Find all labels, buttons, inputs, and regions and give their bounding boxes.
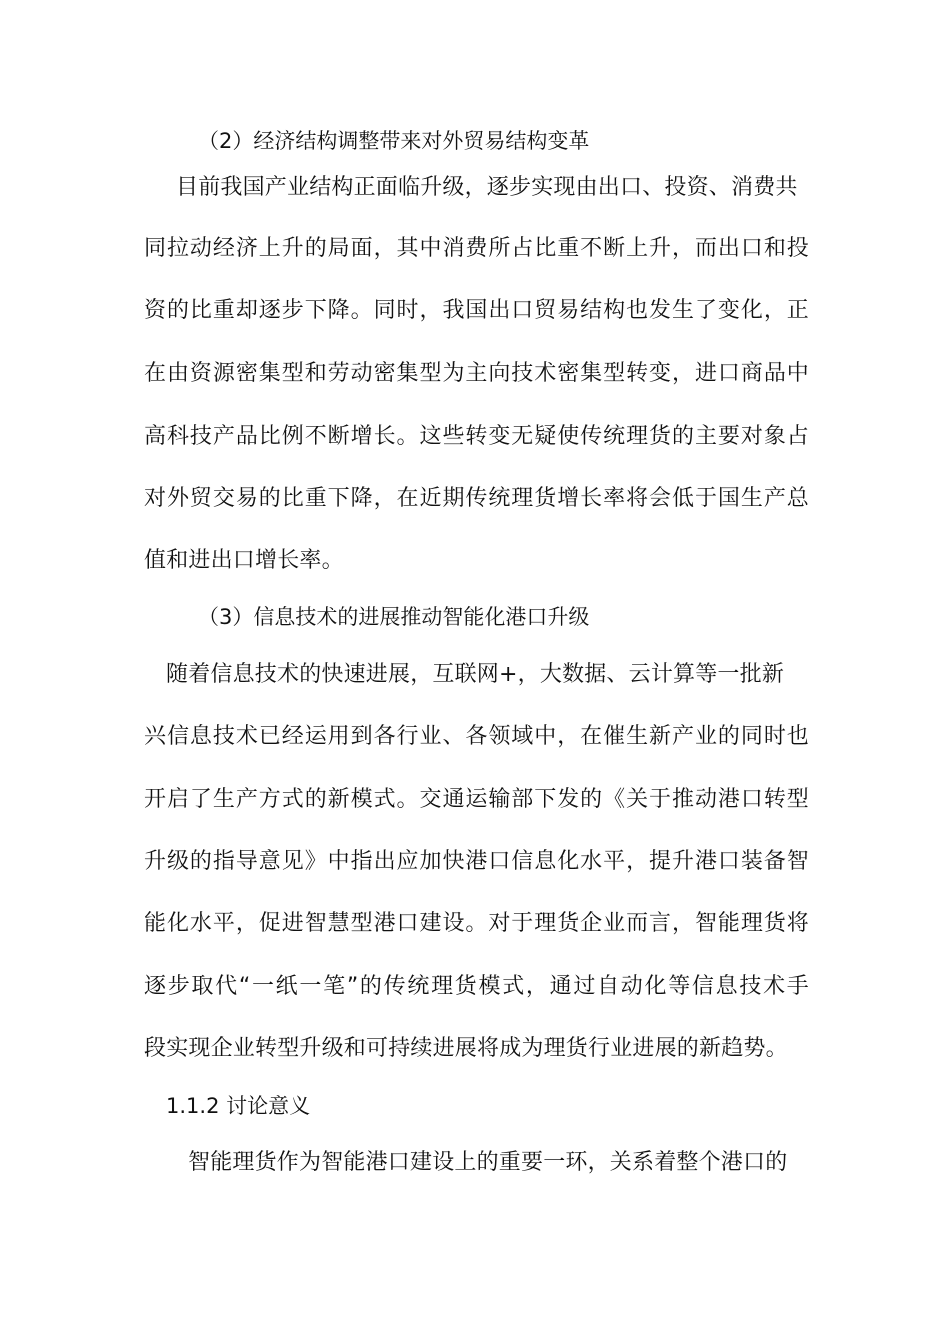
paragraph-line: 高科技产品比例不断增长。这些转变无疑使传统理货的主要对象占 (144, 424, 809, 449)
paragraph-line: 在由资源密集型和劳动密集型为主向技术密集型转变，进口商品中 (144, 361, 809, 386)
paragraph-line: 段实现企业转型升级和可持续进展将成为理货行业进展的新趋势。 (144, 1036, 788, 1061)
paragraph-line: 升级的指导意见》中指出应加快港口信息化水平，提升港口装备智 (144, 849, 809, 874)
section-heading-3: （3）信息技术的进展推动智能化港口升级 (198, 605, 590, 629)
paragraph-line: 资的比重却逐步下降。同时，我国出口贸易结构也发生了变化，正 (144, 298, 809, 323)
paragraph-line: 值和进出口增长率。 (144, 548, 344, 573)
paragraph-line: 对外贸交易的比重下降，在近期传统理货增长率将会低于国生产总 (144, 486, 809, 511)
paragraph-line: 智能理货作为智能港口建设上的重要一环，关系着整个港口的 (188, 1150, 788, 1175)
section-heading-2: （2）经济结构调整带来对外贸易结构变革 (198, 129, 590, 153)
paragraph-line: 目前我国产业结构正面临升级，逐步实现由出口、投资、消费共 (176, 175, 798, 200)
paragraph-line: 兴信息技术已经运用到各行业、各领域中，在催生新产业的同时也 (144, 724, 809, 749)
paragraph-line: 逐步取代“一纸一笔”的传统理货模式，通过自动化等信息技术手 (144, 974, 809, 999)
paragraph-line: 开启了生产方式的新模式。交通运输部下发的《关于推动港口转型 (144, 787, 809, 812)
paragraph-line: 能化水平，促进智慧型港口建设。对于理货企业而言，智能理货将 (144, 911, 809, 936)
paragraph-line: 同拉动经济上升的局面，其中消费所占比重不断上升，而出口和投 (144, 236, 809, 261)
paragraph-line: 随着信息技术的快速进展，互联网+，大数据、云计算等一批新 (166, 662, 785, 687)
section-heading-1-1-2: 1.1.2 讨论意义 (166, 1094, 311, 1118)
